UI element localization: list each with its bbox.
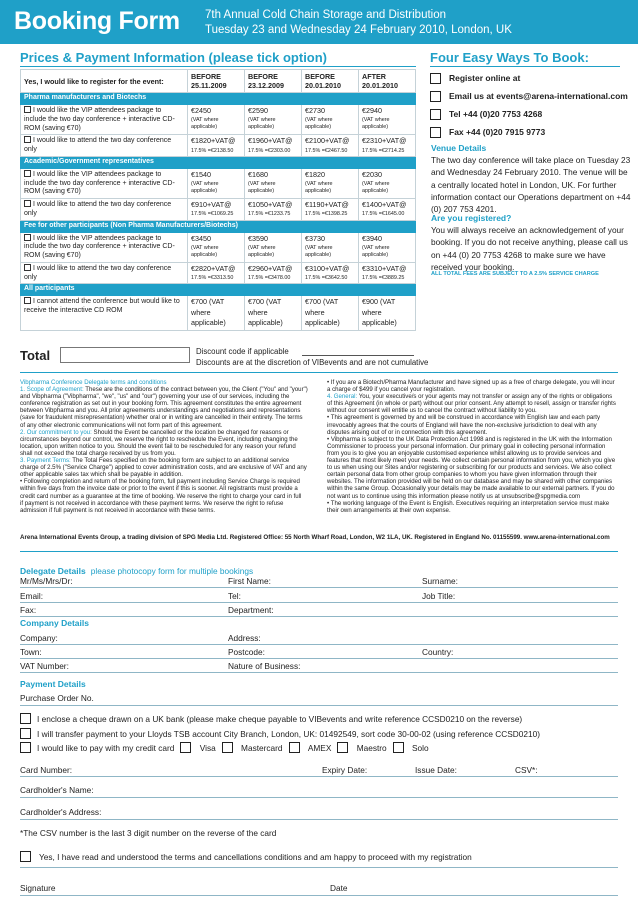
agree-option[interactable]: Yes, I have read and understood the terms and cancellations conditions and am happy to proceed with my registration bbox=[20, 851, 472, 862]
csv-note: *The CSV number is the last 3 digit number on the reverse of the card bbox=[20, 828, 277, 838]
department-field[interactable]: Department: bbox=[228, 605, 274, 615]
price-row[interactable] bbox=[21, 296, 416, 330]
option-description: I would like to attend the two day conference only bbox=[21, 262, 188, 284]
price-cell: €2100+VAT@ 17.5% =€2467.50 bbox=[302, 135, 359, 157]
price-cell: €3100+VAT@ 17.5% =€3642.50 bbox=[302, 262, 359, 284]
field-rule bbox=[20, 587, 618, 588]
checkbox[interactable] bbox=[430, 91, 441, 102]
category-band: All participants bbox=[21, 284, 416, 296]
field-rule bbox=[20, 602, 618, 603]
option-checkbox[interactable] bbox=[24, 136, 31, 143]
price-header-row bbox=[21, 70, 416, 93]
price-cell: €2820+VAT@ 17.5% =€3313.50 bbox=[188, 262, 245, 284]
book-email[interactable]: Email us at events@arena-international.com bbox=[430, 87, 635, 105]
price-row[interactable] bbox=[21, 262, 416, 284]
option-checkbox[interactable] bbox=[24, 234, 31, 241]
card-number-field[interactable]: Card Number: bbox=[20, 765, 73, 775]
price-cell: €2940 (VAT where applicable) bbox=[359, 105, 416, 135]
pay-card-option[interactable]: I would like to pay with my credit card Visa Mastercard AMEX Maestro Solo bbox=[20, 742, 429, 753]
po-field[interactable]: Purchase Order No. bbox=[20, 693, 94, 703]
book-fax[interactable]: Fax +44 (0)20 7915 9773 bbox=[430, 123, 635, 141]
ways-heading: Four Easy Ways To Book: bbox=[430, 50, 589, 65]
price-cell: €1190+VAT@ 17.5% =€1398.25 bbox=[302, 199, 359, 221]
venue-title: Venue Details bbox=[431, 143, 487, 153]
discount-note: Discounts are at the discretion of VIBevents and are not cumulative bbox=[196, 358, 429, 367]
prices-heading: Prices & Payment Information (please tick option) bbox=[20, 50, 328, 65]
title-field[interactable]: Mr/Ms/Mrs/Dr: bbox=[20, 576, 73, 586]
checkbox[interactable] bbox=[430, 127, 441, 138]
amex-checkbox[interactable] bbox=[289, 742, 300, 753]
price-cell: €700 (VAT where applicable) bbox=[302, 296, 359, 330]
price-table bbox=[20, 69, 416, 331]
checkbox[interactable] bbox=[20, 713, 31, 724]
discount-input[interactable] bbox=[302, 355, 414, 356]
price-cell: €700 (VAT where applicable) bbox=[245, 296, 302, 330]
option-description: I would like the VIP attendees package to include the two day conference + interactive CD-ROM (saving €70) bbox=[21, 105, 188, 135]
price-cell: €3590 (VAT where applicable) bbox=[245, 232, 302, 262]
event-name: 7th Annual Cold Chain Storage and Distribution bbox=[205, 9, 447, 21]
solo-checkbox[interactable] bbox=[393, 742, 404, 753]
registered-text: You will always receive an acknowledgement of your booking. If you do not receive anything, please call us on +44 (0) 20 7753 4268 to make sure we have received your booking. bbox=[431, 225, 628, 272]
payment-heading: Payment Details bbox=[20, 679, 86, 689]
deadline-header: AFTER 20.01.2010 bbox=[359, 70, 416, 93]
option-checkbox[interactable] bbox=[24, 297, 31, 304]
date-field[interactable]: Date bbox=[330, 883, 348, 893]
field-rule bbox=[20, 819, 618, 820]
checkbox[interactable] bbox=[20, 742, 31, 753]
checkbox[interactable] bbox=[20, 851, 31, 862]
price-cell: €2730 (VAT where applicable) bbox=[302, 105, 359, 135]
signature-field[interactable]: Signature bbox=[20, 883, 56, 893]
option-description: I cannot attend the conference but would like to receive the interactive CD ROM bbox=[21, 296, 188, 330]
town-field[interactable]: Town: bbox=[20, 647, 42, 657]
issue-date-field[interactable]: Issue Date: bbox=[415, 765, 457, 775]
company-footer: Arena International Events Group, a trading division of SPG Media Ltd. Registered Office: 55 North Wharf Road, London, W2 1LA, UK. Registered in England No. 01155599. www.arena-international.com bbox=[20, 534, 610, 541]
price-row[interactable] bbox=[21, 232, 416, 262]
field-rule bbox=[20, 776, 618, 777]
category-band: Fee for other participants (Non Pharma Manufacturers/Biotechs) bbox=[21, 220, 416, 232]
divider bbox=[20, 372, 618, 373]
price-cell: €1960+VAT@ 17.5% =€2303.00 bbox=[245, 135, 302, 157]
pay-cheque-option[interactable]: I enclose a cheque drawn on a UK bank (please make cheque payable to VIBevents and write reference CCSD0210 on the reverse) bbox=[20, 713, 522, 724]
tel-field[interactable]: Tel: bbox=[228, 591, 241, 601]
price-cell: €2590 (VAT where applicable) bbox=[245, 105, 302, 135]
option-description: I would like the VIP attendees package to include the two day conference + interactive CD-ROM (saving €70) bbox=[21, 232, 188, 262]
price-cell: €2310+VAT@ 17.5% =€2714.25 bbox=[359, 135, 416, 157]
terms-title: Vibpharma Conference Delegate terms and conditions bbox=[20, 379, 167, 386]
price-row[interactable] bbox=[21, 199, 416, 221]
terms-left: Vibpharma Conference Delegate terms and conditions 1. Scope of Agreement: These are the conditions of the contract between you, the Client ("You" and "your") and Vibpharma ("Vibpharma", "we", "us" and "our") governing your use of our services, including the conference registration as set out in your booking form. This agreement constitutes the entire agreement between Vibpharma and you. All prior agreements understandings and negotiations and representations (save for fraudulent misrepresentation) whether oral or in writing are cancelled in their entirety. The terms of any other electronic communications will not form part of this agreement. 2. Our commitment to you: Should the Event be cancelled or the location be changed for reasons or circumstances beyond our control, we reserve the right to reschedule the Event, including changing the location, upon written notice to you. Should the event fail to be rescheduled for any reason your refund shall not exceed the total charge received by us from you. 3. Payment Terms: The Total Fees specified on the booking form are subject to an additional service charge of 2.5% ("Service Charge") applied to cover administration costs, and are exclusive of VAT and any other applicable sales tax which shall be payable in addition. • Following completion and return of the booking form, full payment including Service Charge is required within five days from the invoice date or prior to the event if this is sooner. All registrants must provide a credit card number as a guarantee at the time of booking. We reserve the right to charge your card in full if payment is not received in accordance with these payment terms. We reserve the right to refuse admission if full payment is not received in accordance with these terms. bbox=[20, 379, 308, 514]
price-cell: €3310+VAT@ 17.5% =€3889.25 bbox=[359, 262, 416, 284]
option-description: I would like the VIP attendees package to include the two day conference + interactive CD-ROM (saving €70) bbox=[21, 168, 188, 198]
booking-methods bbox=[430, 69, 635, 141]
price-cell: €2450 (VAT where applicable) bbox=[188, 105, 245, 135]
field-rule bbox=[20, 672, 618, 673]
postcode-field[interactable]: Postcode: bbox=[228, 647, 265, 657]
cardholder-name-field[interactable]: Cardholder's Name: bbox=[20, 785, 94, 795]
field-rule bbox=[20, 616, 618, 617]
price-row[interactable] bbox=[21, 105, 416, 135]
field-rule bbox=[20, 895, 618, 896]
book-online[interactable]: Register online at bbox=[430, 69, 635, 87]
expiry-field[interactable]: Expiry Date: bbox=[322, 765, 368, 775]
price-cell: €1400+VAT@ 17.5% =€1645.00 bbox=[359, 199, 416, 221]
surname-field[interactable]: Surname: bbox=[422, 576, 458, 586]
price-cell: €1820+VAT@ 17.5% =€2138.50 bbox=[188, 135, 245, 157]
job-title-field[interactable]: Job Title: bbox=[422, 591, 456, 601]
field-rule bbox=[20, 658, 618, 659]
address-field[interactable]: Address: bbox=[228, 633, 261, 643]
option-checkbox[interactable] bbox=[24, 170, 31, 177]
pay-transfer-option[interactable]: I will transfer payment to your Lloyds TSB account City Branch, London, UK: 01492549, sort code 30-00-02 (using reference CCSD0210) bbox=[20, 728, 540, 739]
price-cell: €2030 (VAT where applicable) bbox=[359, 168, 416, 198]
price-row[interactable] bbox=[21, 168, 416, 198]
csv-field[interactable]: CSV*: bbox=[515, 765, 538, 775]
first-name-field[interactable]: First Name: bbox=[228, 576, 271, 586]
total-label: Total bbox=[20, 348, 51, 363]
mastercard-checkbox[interactable] bbox=[222, 742, 233, 753]
price-cell: €3450 (VAT where applicable) bbox=[188, 232, 245, 262]
deadline-header: BEFORE 20.01.2010 bbox=[302, 70, 359, 93]
option-description: I would like to attend the two day conference only bbox=[21, 199, 188, 221]
ways-rule bbox=[430, 66, 620, 67]
book-tel[interactable]: Tel +44 (0)20 7753 4268 bbox=[430, 105, 635, 123]
event-dates: Tuesday 23 and Wednesday 24 February 2010, London, UK bbox=[205, 24, 512, 36]
email-field[interactable]: Email: bbox=[20, 591, 44, 601]
field-rule bbox=[20, 644, 618, 645]
price-cell: €700 (VAT where applicable) bbox=[188, 296, 245, 330]
divider bbox=[20, 551, 618, 552]
vat-field[interactable]: VAT Number: bbox=[20, 661, 69, 671]
option-checkbox[interactable] bbox=[24, 200, 31, 207]
category-band: Pharma manufacturers and Biotechs bbox=[21, 93, 416, 105]
service-charge-note: ALL TOTAL FEES ARE SUBJECT TO A 2.5% SERVICE CHARGE bbox=[431, 271, 599, 277]
discount-label: Discount code if applicable bbox=[196, 347, 289, 356]
category-band: Academic/Government representatives bbox=[21, 156, 416, 168]
option-checkbox[interactable] bbox=[24, 106, 31, 113]
price-cell: €900 (VAT where applicable) bbox=[359, 296, 416, 330]
field-rule bbox=[20, 797, 618, 798]
field-rule bbox=[20, 867, 618, 868]
maestro-checkbox[interactable] bbox=[337, 742, 348, 753]
terms-right: • If you are a Biotech/Pharma Manufacturer and have signed up as a free of charge delegate, you will incur a charge of $499 if you cancel your registration. 4. General: You, your executive/s or your agents may not transfer or assign any of the rights or obligations of this Agreement (in whole or part) without our prior consent. Any attempt to resell, assign or transfer rights without our consent will entitle us to cancel the contract without liability to you. • This agreement is governed by and will be construed in accordance with English law and each party irrevocably agrees that the courts of England will have the non-exclusive jurisdiction to deal with any disputes arising out of or in connection with this agreement. • Vibpharma is subject to the UK Data Protection Act 1998 and is registered in the UK with the Information Commissioner to process your personal information. Our primary goal in collecting personal information from you is to give you an enjoyable customised experience whilst allowing us to provide services and features that most likely meet your needs. We collect certain personal information from you, which you give to us when using our Sites and/or registering or subscribing for our products and services. We also collect certain personal data from other group companies to whom you have given information through their websites. The information provided will be held on our database and may be shared with other companies within the same Group. Occasionally your details may be made available to our external partners. If you do not want us to continue using this information please notify us at unsubscribe@spgmedia.com • The working language of the Event is English. Executives requiring an interpretation service must make their own arrangements at their own expense. bbox=[327, 379, 616, 514]
delegate-heading: Delegate Details please photocopy form for multiple bookings bbox=[20, 566, 254, 576]
total-input[interactable] bbox=[60, 347, 190, 363]
country-field[interactable]: Country: bbox=[422, 647, 454, 657]
prices-rule bbox=[20, 66, 416, 67]
header-banner bbox=[0, 0, 638, 44]
deadline-header: BEFORE 23.12.2009 bbox=[245, 70, 302, 93]
company-field[interactable]: Company: bbox=[20, 633, 58, 643]
deadline-header: BEFORE 25.11.2009 bbox=[188, 70, 245, 93]
price-cell: €1680 (VAT where applicable) bbox=[245, 168, 302, 198]
price-cell: €1050+VAT@ 17.5% =€1233.75 bbox=[245, 199, 302, 221]
fax-field[interactable]: Fax: bbox=[20, 605, 37, 615]
price-cell: €1540 (VAT where applicable) bbox=[188, 168, 245, 198]
company-heading: Company Details bbox=[20, 618, 89, 628]
price-cell: €3730 (VAT where applicable) bbox=[302, 232, 359, 262]
checkbox[interactable] bbox=[430, 73, 441, 84]
registered-title: Are you registered? bbox=[431, 213, 512, 223]
cardholder-address-field[interactable]: Cardholder's Address: bbox=[20, 807, 102, 817]
venue-text: The two day conference will take place on Tuesday 23 and Wednesday 24 February 2010. The venue will be a centrally located hotel in London, UK. For further information contact our Operations department on +44 (0) 207 753 4201. bbox=[431, 155, 631, 215]
field-rule bbox=[20, 705, 618, 706]
page-title: Booking Form bbox=[14, 7, 180, 35]
register-label: Yes, I would like to register for the event: bbox=[21, 70, 188, 93]
checkbox[interactable] bbox=[20, 728, 31, 739]
price-cell: €2960+VAT@ 17.5% =€3478.00 bbox=[245, 262, 302, 284]
price-cell: €1820 (VAT where applicable) bbox=[302, 168, 359, 198]
option-description: I would like to attend the two day conference only bbox=[21, 135, 188, 157]
checkbox[interactable] bbox=[430, 109, 441, 120]
price-cell: €3940 (VAT where applicable) bbox=[359, 232, 416, 262]
business-field[interactable]: Nature of Business: bbox=[228, 661, 301, 671]
visa-checkbox[interactable] bbox=[180, 742, 191, 753]
price-cell: €910+VAT@ 17.5% =€1069.25 bbox=[188, 199, 245, 221]
price-row[interactable] bbox=[21, 135, 416, 157]
option-checkbox[interactable] bbox=[24, 264, 31, 271]
